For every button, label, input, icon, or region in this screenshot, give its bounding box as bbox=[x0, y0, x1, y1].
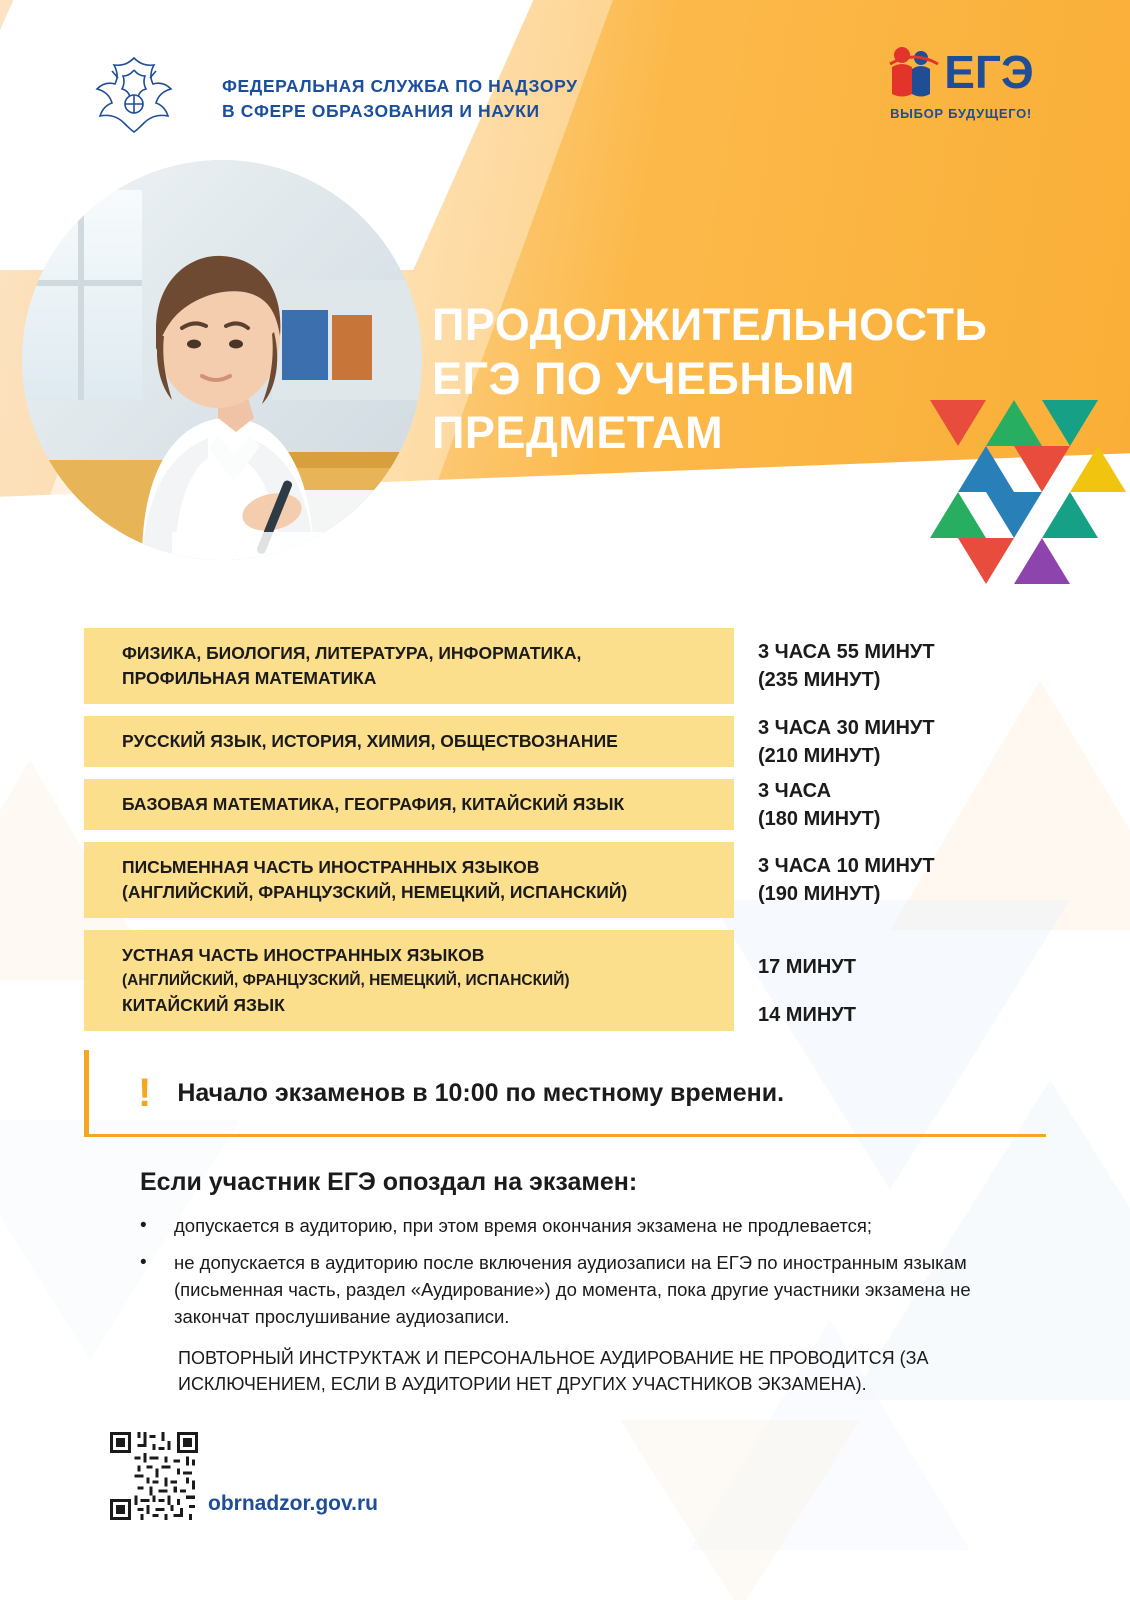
duration-value-oral-foreign: 17 МИНУТ bbox=[758, 956, 856, 978]
duration-value-oral-chinese: 14 МИНУТ bbox=[758, 1004, 856, 1026]
subject-band bbox=[84, 779, 734, 830]
subject-line: КИТАЙСКИЙ ЯЗЫК bbox=[122, 995, 285, 1015]
list-item bbox=[140, 1212, 1000, 1239]
table-row bbox=[84, 779, 1044, 830]
duration-value bbox=[758, 714, 1058, 770]
subject-line: ФИЗИКА, БИОЛОГИЯ, ЛИТЕРАТУРА, ИНФОРМАТИКА, bbox=[122, 643, 582, 663]
duration-line: 3 ЧАСА 30 МИНУТ bbox=[758, 716, 935, 739]
website-link[interactable]: obrnadzor.gov.ru bbox=[208, 1492, 378, 1515]
ege-logo-slogan: ВЫБОР БУДУЩЕГО! bbox=[890, 106, 1032, 121]
subject-band bbox=[84, 628, 734, 704]
duration-table bbox=[84, 628, 1044, 1043]
org-title-line-2: В СФЕРЕ ОБРАЗОВАНИЯ И НАУКИ bbox=[222, 101, 540, 121]
duration-line: 3 ЧАСА bbox=[758, 779, 832, 802]
organization-title bbox=[222, 74, 578, 124]
subject-band bbox=[84, 842, 734, 918]
repeat-briefing-note: ПОВТОРНЫЙ ИНСТРУКТАЖ И ПЕРСОНАЛЬНОЕ АУДИРОВАНИЕ НЕ ПРОВОДИТСЯ (ЗА ИСКЛЮЧЕНИЕМ, ЕСЛИ В АУДИТОРИИ НЕТ ДРУГИХ УЧАСТНИКОВ ЭКЗАМЕНА). bbox=[178, 1348, 929, 1394]
page-header bbox=[0, 0, 1130, 160]
student-photo bbox=[22, 160, 422, 560]
exclamation-icon: ! bbox=[138, 1071, 152, 1115]
start-time-text: Начало экзаменов в 10:00 по местному времени. bbox=[177, 1078, 785, 1107]
duration-line: (235 МИНУТ) bbox=[758, 669, 881, 691]
table-row bbox=[84, 628, 1044, 704]
ege-logo bbox=[876, 44, 1046, 121]
late-rules-list bbox=[140, 1212, 1000, 1340]
ege-logo-text: ЕГЭ bbox=[944, 46, 1034, 98]
double-headed-eagle-emblem-icon bbox=[88, 52, 180, 136]
duration-line: (190 МИНУТ) bbox=[758, 883, 881, 905]
page-title: ПРОДОЛЖИТЕЛЬНОСТЬ ЕГЭ ПО УЧЕБНЫМ ПРЕДМЕТАМ bbox=[432, 299, 988, 458]
subject-line-sub: (АНГЛИЙСКИЙ, ФРАНЦУЗСКИЙ, НЕМЕЦКИЙ, ИСПАНСКИЙ) bbox=[122, 972, 570, 989]
list-item-text: не допускается в аудиторию после включения аудиозаписи на ЕГЭ по иностранным языкам (письменная часть, раздел «Аудирование») до момента, пока другие участники экзамена не закончат прослушивание аудиозаписи. bbox=[174, 1252, 971, 1327]
duration-value bbox=[758, 852, 1058, 908]
qr-code-icon[interactable] bbox=[110, 1432, 198, 1520]
subject-line: ПИСЬМЕННАЯ ЧАСТЬ ИНОСТРАННЫХ ЯЗЫКОВ bbox=[122, 857, 540, 877]
duration-line: (180 МИНУТ) bbox=[758, 807, 881, 830]
table-row bbox=[84, 842, 1044, 918]
org-title-line-1: ФЕДЕРАЛЬНАЯ СЛУЖБА ПО НАДЗОРУ bbox=[222, 76, 578, 96]
subject-line: (АНГЛИЙСКИЙ, ФРАНЦУЗСКИЙ, НЕМЕЦКИЙ, ИСПАНСКИЙ) bbox=[122, 882, 628, 902]
duration-line: (210 МИНУТ) bbox=[758, 744, 881, 767]
late-section-title: Если участник ЕГЭ опоздал на экзамен: bbox=[140, 1168, 638, 1196]
ghost-triangle-7 bbox=[620, 1420, 860, 1600]
duration-line: 3 ЧАСА 10 МИНУТ bbox=[758, 855, 935, 877]
duration-value bbox=[758, 777, 1058, 833]
table-row-oral bbox=[84, 930, 1044, 1031]
section-divider bbox=[84, 1134, 1046, 1137]
subject-line: УСТНАЯ ЧАСТЬ ИНОСТРАННЫХ ЯЗЫКОВ bbox=[122, 945, 485, 965]
subject-band bbox=[84, 716, 734, 767]
bullet-icon: • bbox=[140, 1215, 147, 1236]
start-time-note bbox=[84, 1058, 1046, 1128]
list-item-text: допускается в аудиторию, при этом время окончания экзамена не продлевается; bbox=[174, 1215, 873, 1236]
subject-band-oral bbox=[84, 930, 734, 1031]
list-item bbox=[140, 1249, 1000, 1330]
ege-logo-mark bbox=[876, 44, 1046, 100]
duration-line: 3 ЧАСА 55 МИНУТ bbox=[758, 641, 935, 663]
table-row bbox=[84, 716, 1044, 767]
duration-value bbox=[758, 638, 1058, 694]
subject-line: ПРОФИЛЬНАЯ МАТЕМАТИКА bbox=[122, 668, 377, 688]
ege-figures-icon bbox=[888, 44, 940, 100]
subject-line: РУССКИЙ ЯЗЫК, ИСТОРИЯ, ХИМИЯ, ОБЩЕСТВОЗНАНИЕ bbox=[122, 731, 618, 751]
bullet-icon: • bbox=[140, 1252, 147, 1273]
subject-line: БАЗОВАЯ МАТЕМАТИКА, ГЕОГРАФИЯ, КИТАЙСКИЙ ЯЗЫК bbox=[122, 794, 625, 814]
